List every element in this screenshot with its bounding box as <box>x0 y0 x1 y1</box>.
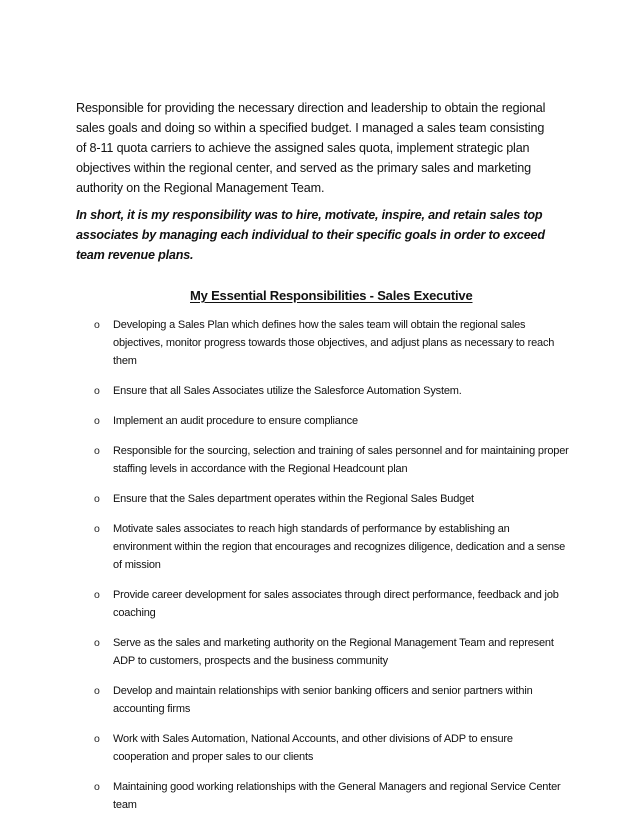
bullet-icon: o <box>94 589 100 601</box>
responsibility-text: Developing a Sales Plan which defines how the sales team will obtain the regional sales objectives, monitor progress towards those objectives, and adjust plans as necessary to reach them <box>113 319 555 367</box>
bullet-icon: o <box>94 415 100 427</box>
intro-paragraph: Responsible for providing the necessary direction and leadership to obtain the regional sales goals and doing so within a specified budget. I managed a sales team consisting of 8-11 quota carriers to achieve the assigned sales quota, implement strategic plan objectives within the regional center, and served as the primary sales and marketing authority on the Regional Management Team. <box>76 101 546 195</box>
bullet-icon: o <box>94 385 100 397</box>
responsibility-text: Ensure that all Sales Associates utilize the Salesforce Automation System. <box>113 385 462 397</box>
responsibility-text: Implement an audit procedure to ensure compliance <box>113 415 358 427</box>
list-item <box>76 778 569 814</box>
list-item <box>76 316 569 370</box>
list-item <box>76 682 569 718</box>
responsibility-text: Ensure that the Sales department operates within the Regional Sales Budget <box>113 493 474 505</box>
responsibility-text: Provide career development for sales associates through direct performance, feedback and job coaching <box>113 589 559 619</box>
responsibility-text: Develop and maintain relationships with senior banking officers and senior partners within accounting firms <box>113 685 533 715</box>
bullet-icon: o <box>94 523 100 535</box>
responsibility-text: Serve as the sales and marketing authority on the Regional Management Team and represent ADP to customers, prospects and the business community <box>113 637 554 667</box>
document-content <box>76 98 569 826</box>
bullet-icon: o <box>94 685 100 697</box>
section-title: My Essential Responsibilities - Sales Executive <box>190 288 473 303</box>
bullet-icon: o <box>94 319 100 331</box>
responsibility-text: Work with Sales Automation, National Accounts, and other divisions of ADP to ensure cooperation and proper sales to our clients <box>113 733 513 763</box>
list-item <box>76 382 569 400</box>
bullet-icon: o <box>94 733 100 745</box>
list-item <box>76 520 569 574</box>
list-item <box>76 730 569 766</box>
list-item <box>76 634 569 670</box>
bullet-icon: o <box>94 445 100 457</box>
bullet-icon: o <box>94 781 100 793</box>
list-item <box>76 412 569 430</box>
bullet-icon: o <box>94 493 100 505</box>
responsibility-text: Motivate sales associates to reach high standards of performance by establishing an environment within the region that encourages and recognizes diligence, dedication and a sense of mission <box>113 523 566 571</box>
responsibilities-list <box>76 316 569 814</box>
list-item <box>76 490 569 508</box>
list-item <box>76 586 569 622</box>
summary-statement: In short, it is my responsibility was to hire, motivate, inspire, and retain sales top associates by managing each individual to their specific goals in order to exceed team revenue plans. <box>76 208 545 262</box>
list-item <box>76 442 569 478</box>
responsibility-text: Responsible for the sourcing, selection and training of sales personnel and for maintaining proper staffing levels in accordance with the Regional Headcount plan <box>113 445 569 475</box>
bullet-icon: o <box>94 637 100 649</box>
responsibility-text: Maintaining good working relationships with the General Managers and regional Service Center team <box>113 781 561 811</box>
